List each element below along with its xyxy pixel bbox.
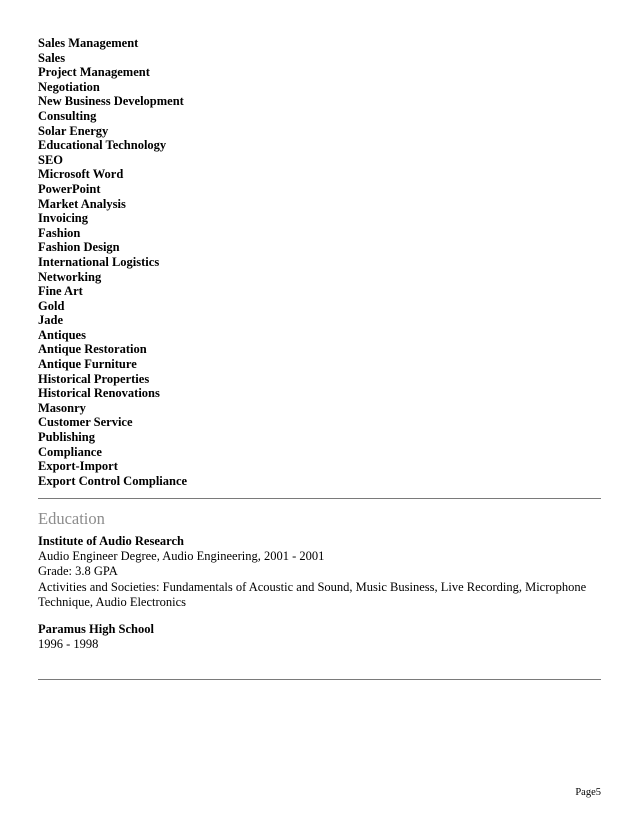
skill-item: Publishing bbox=[38, 430, 95, 445]
skill-item: Sales Management bbox=[38, 36, 139, 50]
skill-item: Market Analysis bbox=[38, 196, 126, 211]
skill-item: Jade bbox=[38, 313, 63, 328]
section-divider bbox=[38, 679, 601, 680]
skill-item: Historical Properties bbox=[38, 371, 150, 386]
skill-item: Fine Art bbox=[38, 284, 83, 299]
skill-item: Customer Service bbox=[38, 415, 133, 430]
skill-item: Gold bbox=[38, 298, 65, 313]
school-name: Paramus High School bbox=[38, 622, 154, 636]
skill-item: Solar Energy bbox=[38, 123, 109, 138]
skill-item: Export-Import bbox=[38, 459, 118, 474]
skill-item: Invoicing bbox=[38, 211, 89, 226]
skill-item: Networking bbox=[38, 269, 102, 284]
school-name: Institute of Audio Research bbox=[38, 534, 184, 548]
section-divider bbox=[38, 498, 601, 499]
skill-item: SEO bbox=[38, 152, 64, 167]
dates-line: 1996 - 1998 bbox=[38, 637, 99, 652]
activities-text: Activities and Societies: Fundamentals of Acoustic and Sound, Music Business, Live Recording, Microphone Technique, Audio Electronics bbox=[38, 579, 587, 609]
page-number: Page5 bbox=[575, 787, 601, 798]
skill-item: Export Control Compliance bbox=[38, 473, 188, 488]
education-entry bbox=[38, 622, 603, 652]
education-entry bbox=[38, 534, 603, 610]
skill-item: Consulting bbox=[38, 108, 97, 123]
skill-item: Compliance bbox=[38, 444, 102, 459]
skill-item: Historical Renovations bbox=[38, 386, 160, 401]
skill-item: Antique Furniture bbox=[38, 357, 137, 372]
skill-item: Sales bbox=[38, 50, 66, 65]
degree-line: Audio Engineer Degree, Audio Engineering, 2001 - 2001 bbox=[38, 549, 325, 564]
skill-item: Antiques bbox=[38, 327, 86, 342]
skill-item: Fashion Design bbox=[38, 240, 120, 255]
skill-item: Microsoft Word bbox=[38, 167, 124, 182]
skill-item: Masonry bbox=[38, 400, 86, 415]
grade-line: Grade: 3.8 GPA bbox=[38, 564, 118, 579]
education-heading: Education bbox=[38, 509, 105, 528]
skills-list bbox=[38, 36, 187, 488]
skill-item: New Business Development bbox=[38, 94, 184, 109]
skill-item: PowerPoint bbox=[38, 181, 101, 196]
skill-item: International Logistics bbox=[38, 254, 160, 269]
skill-item: Negotiation bbox=[38, 79, 100, 94]
skill-item: Project Management bbox=[38, 65, 150, 80]
skill-item: Educational Technology bbox=[38, 138, 167, 153]
skill-item: Fashion bbox=[38, 225, 81, 240]
skill-item: Antique Restoration bbox=[38, 342, 147, 357]
